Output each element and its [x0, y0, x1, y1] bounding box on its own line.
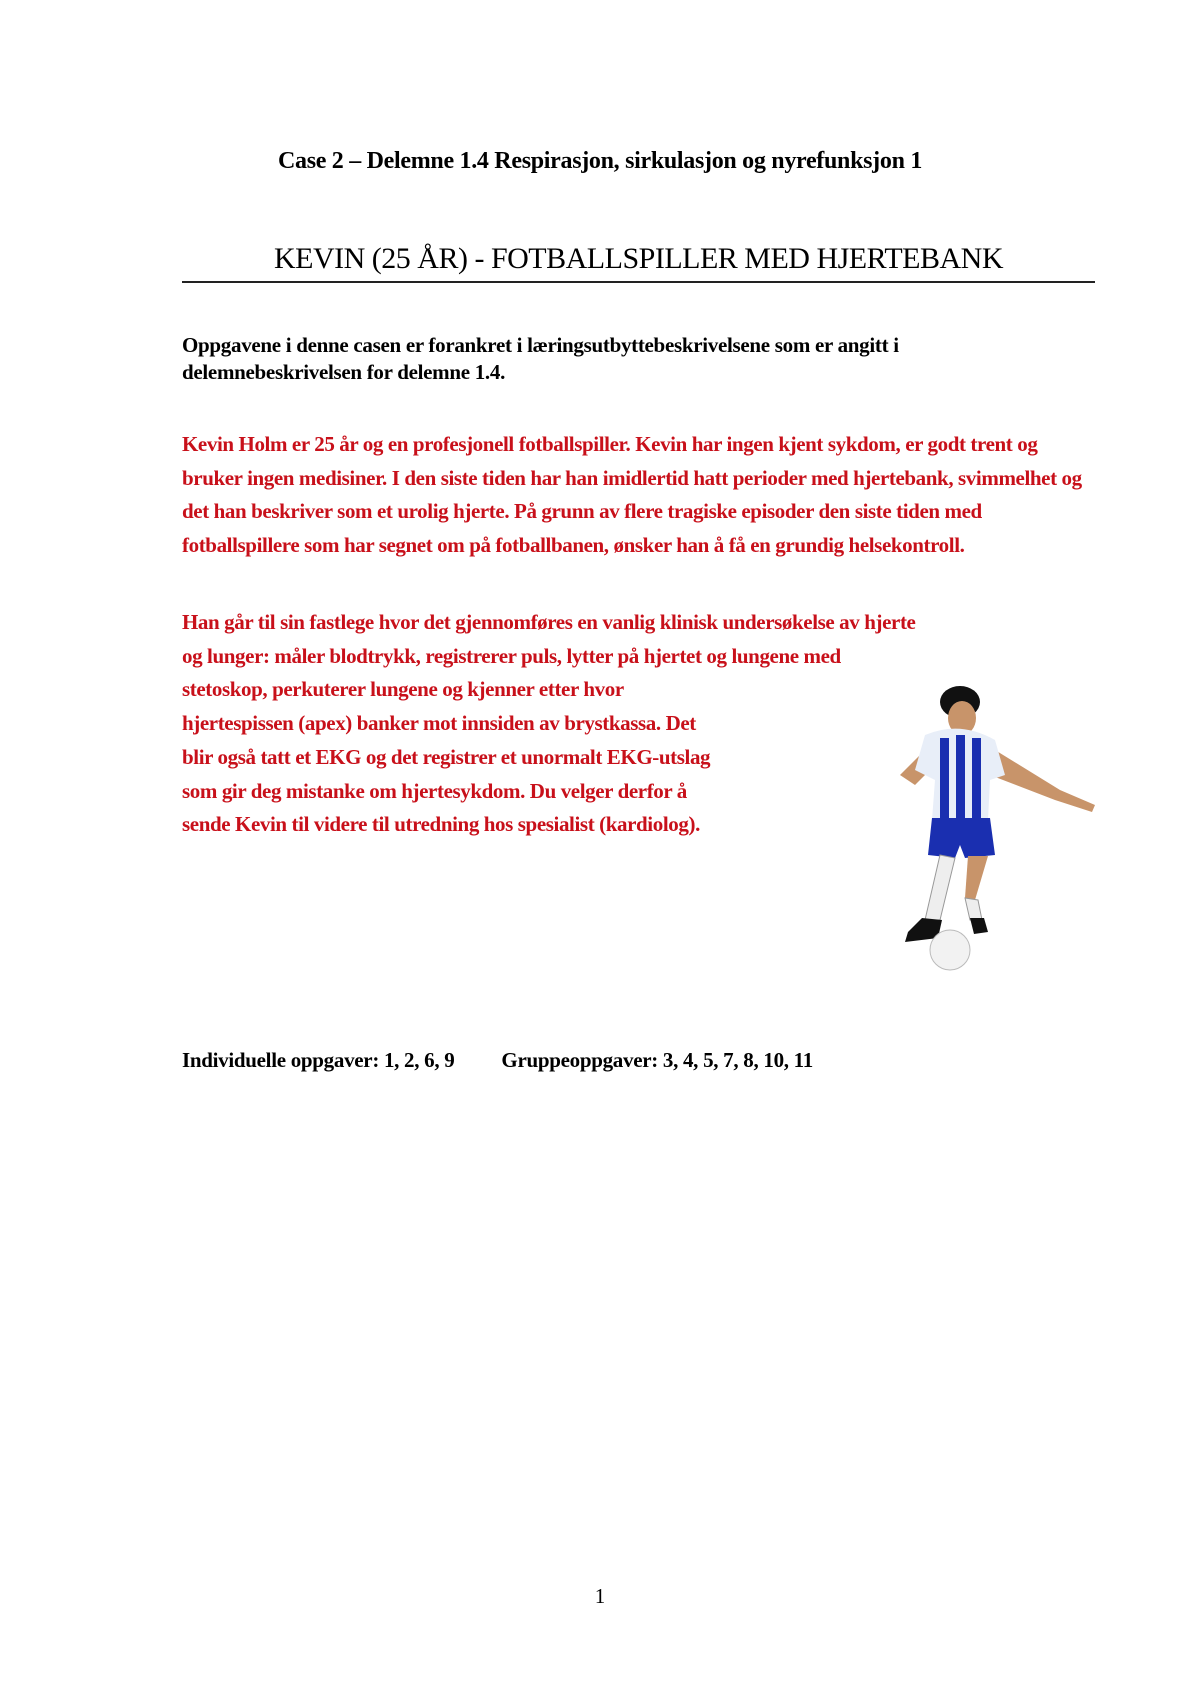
main-heading: KEVIN (25 ÅR) - FOTBALLSPILLER MED HJERTEBANK: [274, 242, 1003, 275]
intro-paragraph: Oppgavene i denne casen er forankret i læringsutbyttebeskrivelsene som er angitt i delemnebeskrivelsen for delemne 1.4.: [182, 333, 899, 384]
case-paragraph-2: [182, 606, 915, 842]
paragraph-line: sende Kevin til videre til utredning hos spesialist (kardiolog).: [182, 812, 700, 837]
heading-underline: [182, 281, 1095, 283]
paragraph-line: blir også tatt et EKG og det registrer et unormalt EKG-utslag: [182, 744, 711, 769]
task-assignment: [182, 1048, 813, 1073]
paragraph-line: hjertespissen (apex) banker mot innsiden av brystkassa. Det: [182, 711, 696, 736]
paragraph-line: og lunger: måler blodtrykk, registrerer puls, lytter på hjertet og lungene med: [182, 643, 841, 668]
paragraph-line: Han går til sin fastlege hvor det gjennomføres en vanlig klinisk undersøkelse av hjerte: [182, 610, 916, 634]
paragraph-line: stetoskop, perkuterer lungene og kjenner etter hvor: [182, 677, 624, 702]
individual-tasks: Individuelle oppgaver: 1, 2, 6, 9: [182, 1048, 455, 1072]
case-title: Case 2 – Delemne 1.4 Respirasjon, sirkulasjon og nyrefunksjon 1: [277, 148, 923, 174]
paragraph-line: som gir deg mistanke om hjertesykdom. Du velger derfor å: [182, 778, 687, 803]
group-tasks: Gruppeoppgaver: 3, 4, 5, 7, 8, 10, 11: [501, 1048, 813, 1072]
case-paragraph-1: Kevin Holm er 25 år og en profesjonell fotballspiller. Kevin har ingen kjent sykdom, er godt trent og bruker ingen medisiner. I den siste tiden har han imidlertid hatt perioder med hjertebank, svimmelhet og det han beskriver som et urolig hjerte. På grunn av flere tragiske episoder den siste tiden med fotballspillere som har segnet om på fotballbanen, ønsker han å få en grundig helsekontroll.: [182, 432, 1082, 558]
page-number: 1: [594, 1584, 606, 1608]
football-player-illustration: [860, 680, 1100, 1000]
